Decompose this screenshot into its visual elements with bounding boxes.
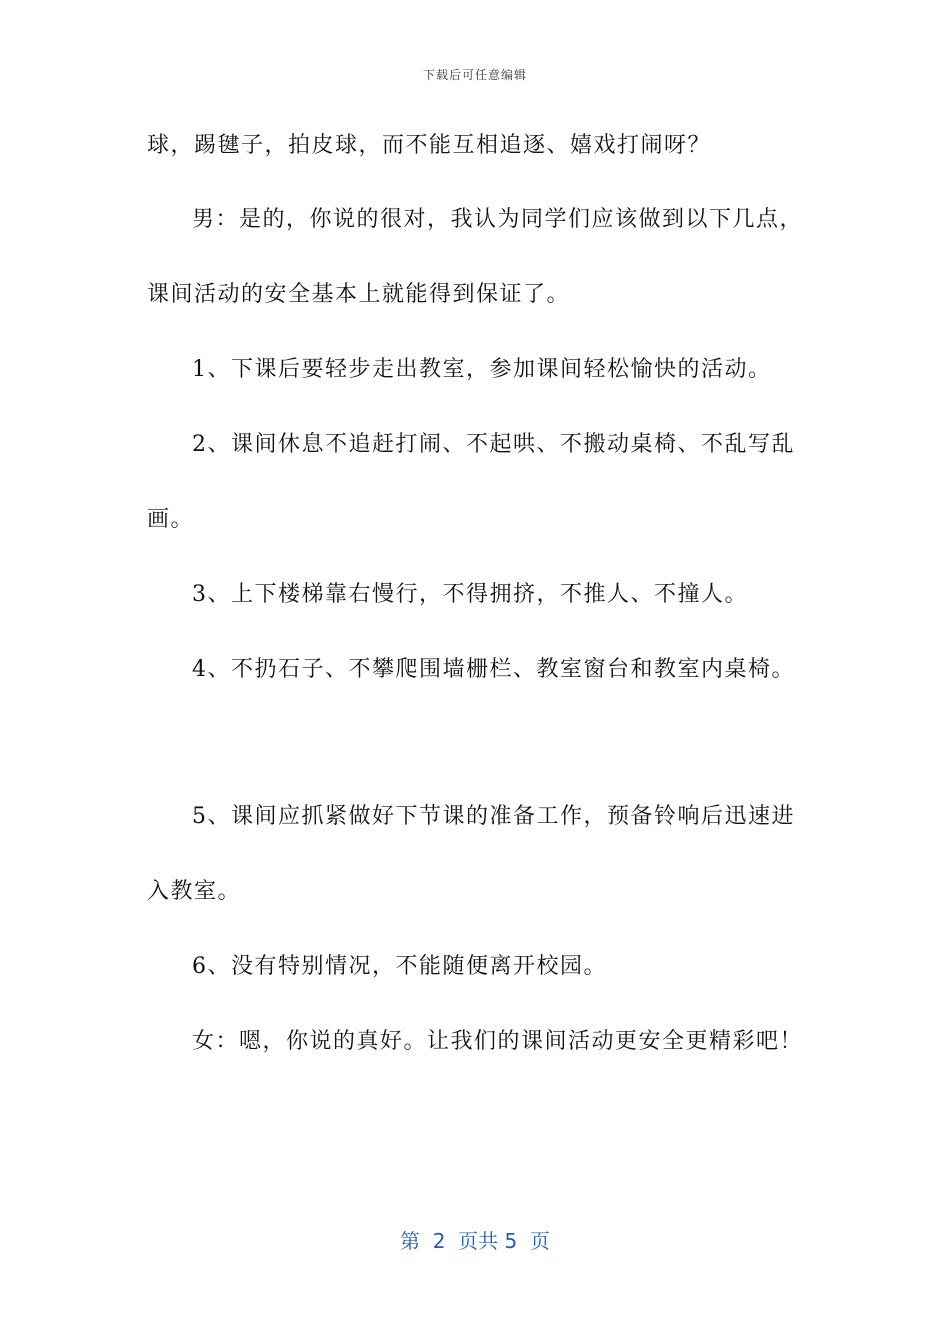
body-line-closing: 女：嗯，你说的真好。让我们的课间活动更安全更精彩吧！: [192, 1029, 804, 1054]
list-item-3: 3、上下楼梯靠右慢行，不得拥挤，不推人、不撞人。: [192, 582, 748, 607]
page-header: 下载后可任意编辑: [422, 68, 527, 82]
list-item-5: 5、课间应抓紧做好下节课的准备工作，预备铃响后迅速进: [192, 804, 795, 829]
list-item-1: 1、下课后要轻步走出教室，参加课间轻松愉快的活动。: [192, 357, 772, 382]
list-item-6: 6、没有特别情况，不能随便离开校园。: [192, 954, 607, 979]
list-item-5-continued: 入教室。: [147, 879, 242, 904]
body-line-1: 球，踢毽子，拍皮球，而不能互相追逐、嬉戏打闹呀？: [147, 133, 712, 158]
list-item-2-continued: 画。: [147, 507, 195, 532]
page-number-footer: 第 2 页共 5 页: [400, 1229, 550, 1253]
body-line-2: 男：是的，你说的很对，我认为同学们应该做到以下几点，: [192, 207, 804, 232]
list-item-4: 4、不扔石子、不攀爬围墙栅栏、教室窗台和教室内桌椅。: [192, 657, 795, 682]
body-line-3: 课间活动的安全基本上就能得到保证了。: [147, 282, 571, 307]
list-item-2: 2、课间休息不追赶打闹、不起哄、不搬动桌椅、不乱写乱: [192, 432, 795, 457]
